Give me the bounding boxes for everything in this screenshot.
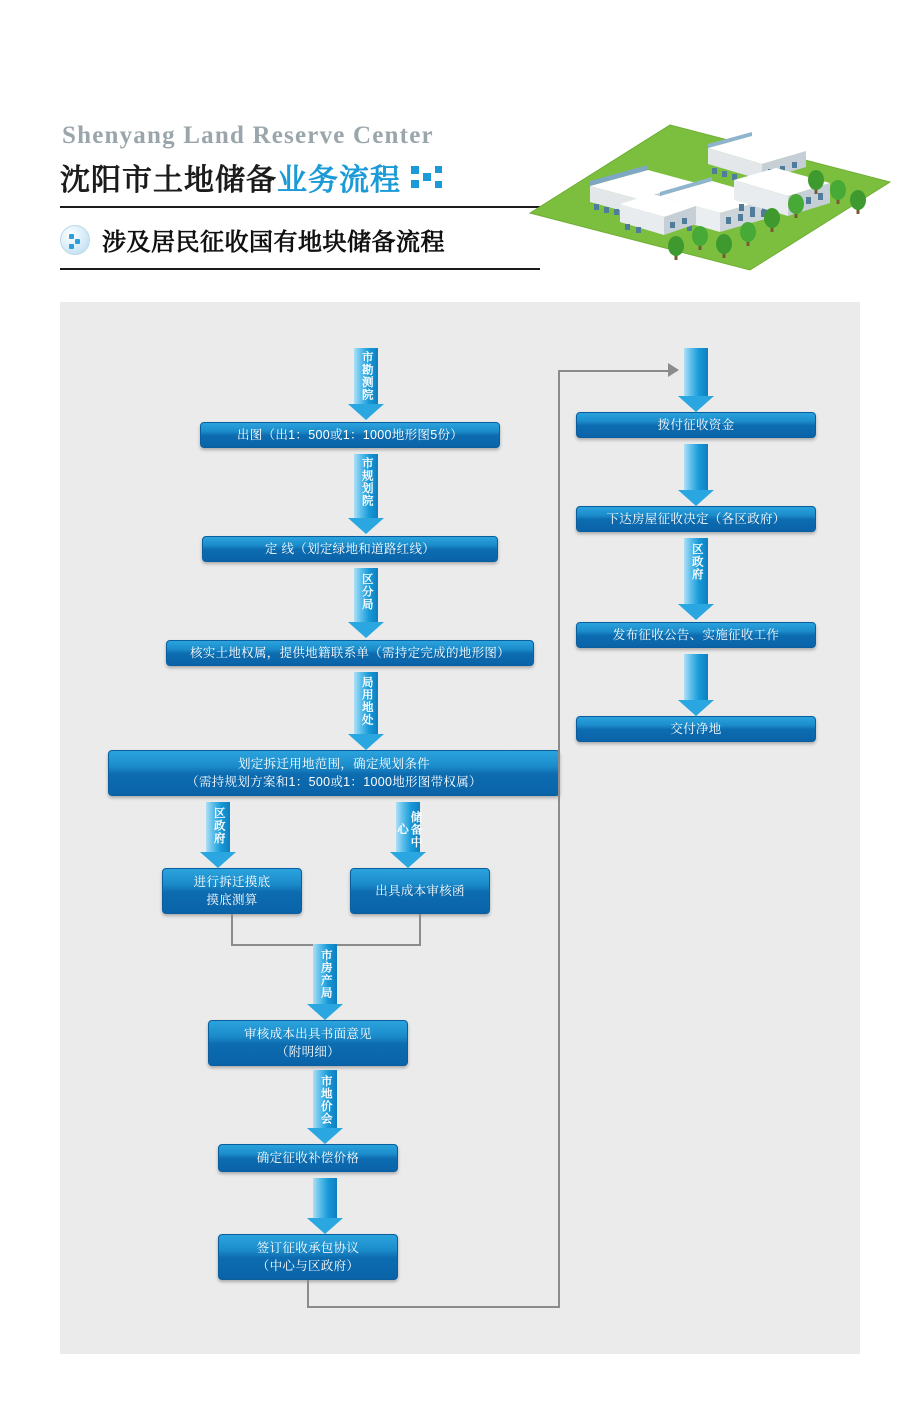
flow-node-label: 确定征收补偿价格 [256, 1151, 360, 1165]
arrow-label-text: 市房产局 [319, 949, 332, 999]
arrow-label-land-use-division [348, 673, 384, 737]
flow-node-issue-maps[interactable] [200, 422, 500, 448]
flow-node-label: 定 线（划定绿地和道路红线） [264, 542, 436, 556]
arrow-label-text: 区分局 [360, 573, 373, 611]
flowchart-panel [60, 302, 860, 1354]
flow-node-expropriation-decision[interactable] [576, 506, 816, 532]
arrow-label-text: 市规划院 [360, 457, 373, 507]
flow-node-label: 出图（出1：500或1：1000地形图5份） [236, 428, 464, 442]
arrow-label-text: 储备中心 [396, 810, 422, 849]
arrow-label-city-survey [348, 348, 384, 406]
arrow-shape-r1 [678, 348, 714, 412]
subtitle-label: 涉及居民征收国有地块储备流程 [102, 229, 445, 256]
flow-node-label-line2: （需持规划方案和1：500或1：1000地形图带权属） [186, 775, 482, 789]
arrow-label-district-government-1 [200, 804, 236, 856]
flow-node-label-line1: 签订征收承包协议 [256, 1241, 360, 1255]
header-divider-top [60, 206, 540, 208]
flow-node-label: 核实土地权属，提供地籍联系单（需持定完成的地形图） [189, 646, 510, 660]
arrow-label-city-housing-bureau [307, 946, 343, 1006]
flow-node-cost-review-letter[interactable] [350, 868, 490, 914]
title-english: Shenyang Land Reserve Center [62, 122, 434, 149]
header-divider-bottom [60, 268, 540, 270]
arrow-shape-r2 [678, 444, 714, 506]
flow-node-label: 拨付征收资金 [657, 418, 735, 432]
flow-node-label-line1: 划定拆迁用地范围，确定规划条件 [237, 757, 430, 771]
page-title [60, 155, 445, 199]
flow-node-label: 交付净地 [670, 722, 722, 736]
arrow-label-text: 市勘测院 [360, 351, 373, 401]
dots-decoration-icon [411, 164, 445, 190]
flow-node-cost-written-opinion[interactable] [208, 1020, 408, 1066]
flow-node-disburse-funds[interactable] [576, 412, 816, 438]
arrow-label-reserve-center [390, 802, 426, 854]
flow-node-deliver-clean-land[interactable] [576, 716, 816, 742]
isometric-buildings-illustration [520, 120, 900, 285]
flow-node-confirm-compensation-price[interactable] [218, 1144, 398, 1172]
arrow-label-city-price-committee [307, 1072, 343, 1130]
arrow-label-text: 市地价会 [319, 1075, 332, 1125]
flow-node-label: 下达房屋征收决定（各区政府） [606, 512, 786, 526]
connector-right-riser [558, 370, 560, 1308]
connector-vertical-right [419, 914, 421, 946]
flow-node-label-line1: 进行拆迁摸底 [193, 875, 271, 889]
flow-node-label-line1: 审核成本出具书面意见 [243, 1027, 372, 1041]
arrow-label-district-government-2 [678, 540, 714, 606]
flow-node-label-line2: （附明细） [275, 1045, 340, 1059]
page-title-accent: 业务流程 [277, 164, 401, 197]
flow-node-label-line2: （中心与区政府） [256, 1259, 360, 1273]
connector-bottom-stub [307, 1280, 309, 1308]
connector-top-horizontal [558, 370, 670, 372]
page-title-primary: 沈阳市土地储备 [60, 164, 277, 197]
flow-node-label: 发布征收公告、实施征收工作 [612, 628, 780, 642]
flow-node-demolition-scope[interactable] [108, 750, 560, 796]
connector-vertical-left [231, 914, 233, 946]
flow-node-label-line2: 摸底测算 [206, 893, 258, 907]
connector-bottom-horizontal [307, 1306, 560, 1308]
flow-node-verify-land-rights[interactable] [166, 640, 534, 666]
arrow-label-text: 区政府 [690, 543, 703, 581]
flow-node-set-line[interactable] [202, 536, 498, 562]
arrow-label-city-planning [348, 454, 384, 520]
flow-node-publish-announcement[interactable] [576, 622, 816, 648]
page-header [0, 0, 920, 290]
arrow-shape-9 [307, 1178, 343, 1234]
dots-badge-icon [60, 225, 90, 255]
arrow-label-text: 区政府 [212, 807, 225, 845]
flow-node-sign-agreement[interactable] [218, 1234, 398, 1280]
subtitle [60, 222, 445, 257]
arrow-label-district-bureau [348, 570, 384, 626]
arrow-shape-r4 [678, 654, 714, 716]
flow-node-label: 出具成本审核函 [375, 884, 465, 898]
flow-node-demolition-survey[interactable] [162, 868, 302, 914]
arrow-label-text: 局用地处 [360, 676, 373, 726]
